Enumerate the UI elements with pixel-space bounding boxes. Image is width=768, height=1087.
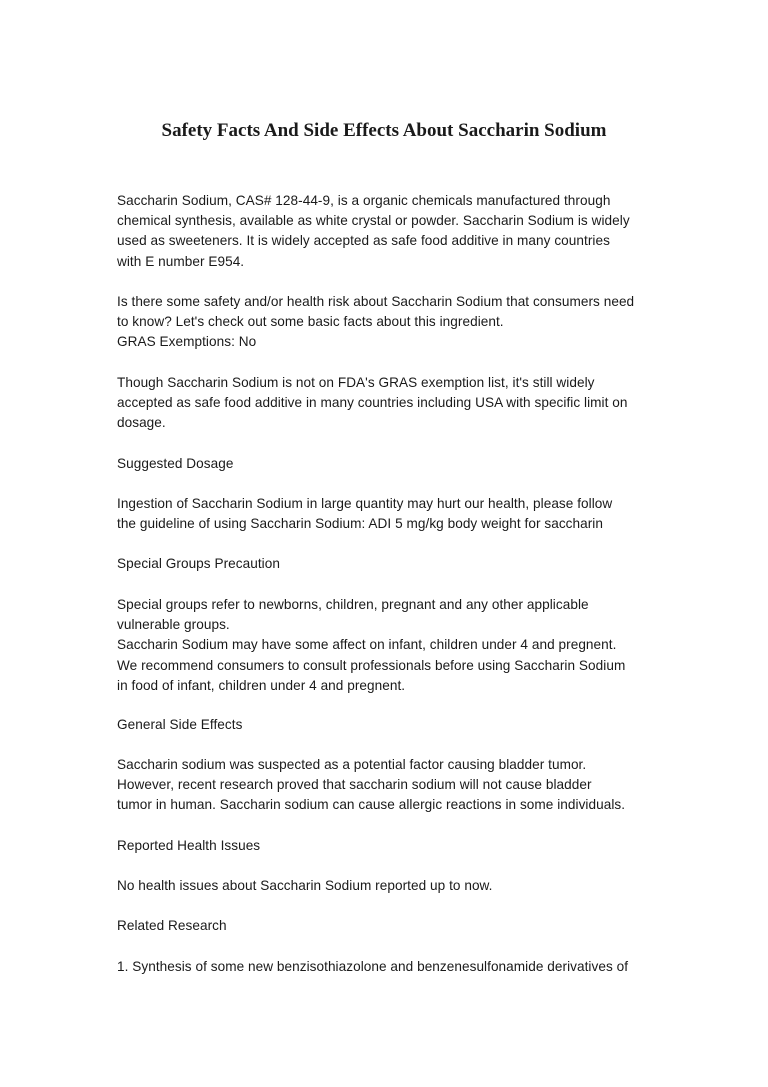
text-line: with E number E954. <box>117 253 245 269</box>
text-line: to know? Let's check out some basic facts about this ingredient. <box>117 314 504 330</box>
text-line: Ingestion of Saccharin Sodium in large quantity may hurt our health, please follow <box>117 496 613 511</box>
text-line: Is there some safety and/or health risk about Saccharin Sodium that consumers need <box>117 294 635 309</box>
text-line: Special groups refer to newborns, children, pregnant and any other applicable <box>117 597 589 612</box>
text-line: used as sweeteners. It is widely accepted as safe food additive in many countries <box>117 233 610 249</box>
text-line: accepted as safe food additive in many countries including USA with specific limit on <box>117 395 628 411</box>
text-line: Saccharin Sodium may have some affect on infant, children under 4 and pregnent. <box>117 637 617 653</box>
document-title: Safety Facts And Side Effects About Saccharin Sodium <box>161 120 607 141</box>
text-line: We recommend consumers to consult professionals before using Saccharin Sodium <box>117 657 626 673</box>
text-line: tumor in human. Saccharin sodium can cause allergic reactions in some individuals. <box>117 797 626 813</box>
text-line: GRAS Exemptions: No <box>117 334 257 350</box>
safety-question-paragraph <box>117 292 657 353</box>
section-heading-special-groups <box>117 554 657 574</box>
side-effects-paragraph <box>117 755 657 816</box>
text-line: Reported Health Issues <box>117 838 261 853</box>
gras-paragraph <box>117 373 657 434</box>
text-line: 1. Synthesis of some new benzisothiazolone and benzenesulfonamide derivatives of <box>117 959 629 974</box>
special-groups-paragraph <box>117 595 657 696</box>
text-line: Saccharin Sodium, CAS# 128-44-9, is a organic chemicals manufactured through <box>117 193 611 208</box>
section-heading-related-research <box>117 916 657 936</box>
text-line: dosage. <box>117 415 166 431</box>
text-line: in food of infant, children under 4 and pregnent. <box>117 677 406 693</box>
text-line: Special Groups Precaution <box>117 556 280 571</box>
research-item <box>117 957 657 977</box>
text-line: chemical synthesis, available as white crystal or powder. Saccharin Sodium is widely <box>117 213 630 229</box>
text-line: No health issues about Saccharin Sodium reported up to now. <box>117 878 493 893</box>
dosage-paragraph <box>117 494 657 534</box>
text-line: vulnerable groups. <box>117 617 230 633</box>
text-line: Suggested Dosage <box>117 456 234 471</box>
text-line: Related Research <box>117 918 227 933</box>
section-heading-reported-health-issues <box>117 836 657 856</box>
section-heading-general-side-effects <box>117 715 657 735</box>
section-heading-suggested-dosage <box>117 454 657 474</box>
text-line: However, recent research proved that saccharin sodium will not cause bladder <box>117 777 592 793</box>
text-line: the guideline of using Saccharin Sodium: ADI 5 mg/kg body weight for saccharin <box>117 516 603 532</box>
health-issues-paragraph <box>117 876 657 896</box>
text-line: Though Saccharin Sodium is not on FDA's GRAS exemption list, it's still widely <box>117 375 595 390</box>
text-line: General Side Effects <box>117 717 243 732</box>
text-line: Saccharin sodium was suspected as a potential factor causing bladder tumor. <box>117 757 587 772</box>
intro-paragraph <box>117 191 657 272</box>
